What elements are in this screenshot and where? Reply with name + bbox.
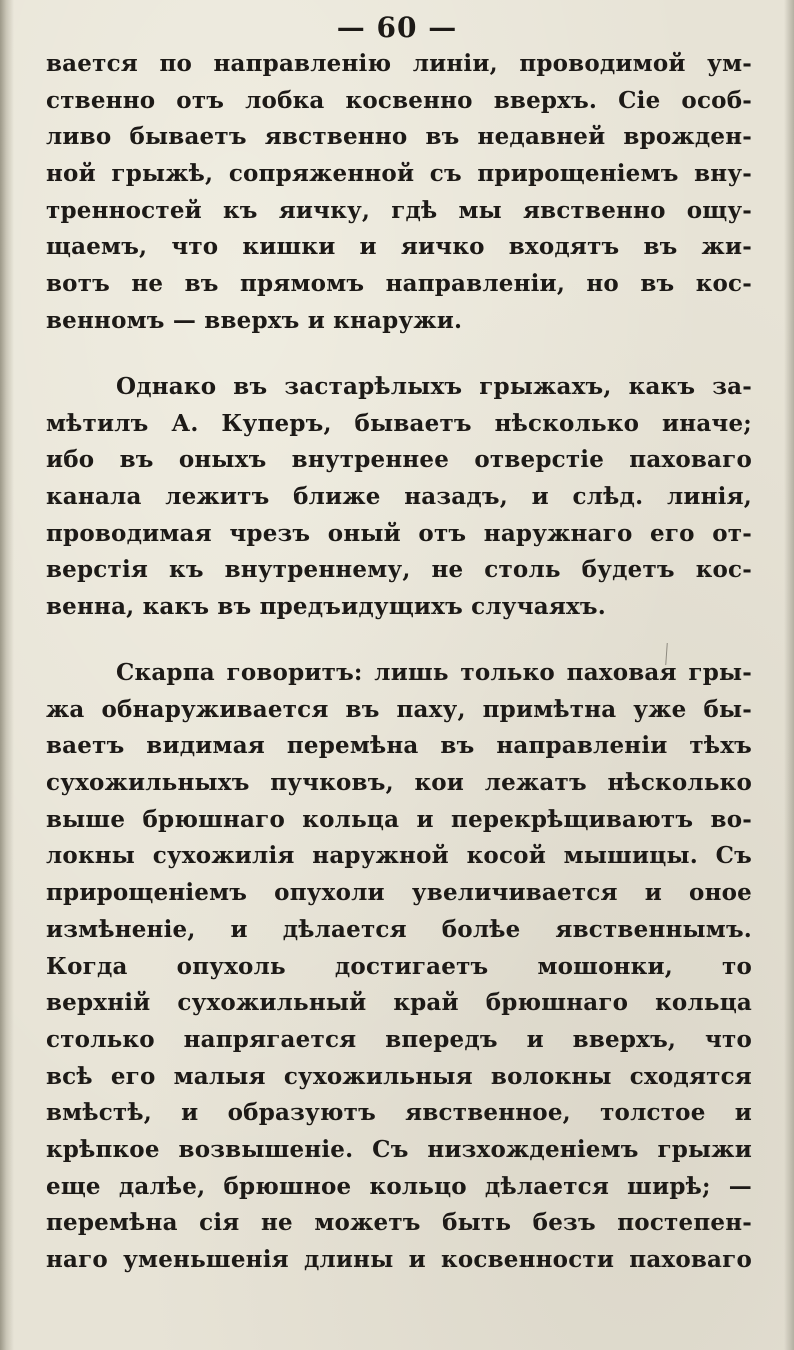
- paragraph-2: [46, 369, 752, 626]
- text-line: измѣненіе, и дѣлается болѣе явственнымъ.: [46, 915, 752, 943]
- text-line: ливо бываетъ явственно въ недавней врожден-: [46, 123, 752, 151]
- text-line: щаемъ, что кишки и яичко входятъ въ жи-: [46, 233, 752, 261]
- text-line: проводимая чрезъ оный отъ наружнаго его от-: [46, 519, 752, 547]
- text-line: крѣпкое возвышеніе. Съ низхожденіемъ грыжи: [46, 1135, 752, 1163]
- text-line: Скарпа говоритъ: лишь только паховая гры-: [116, 659, 752, 686]
- text-line: ибо въ оныхъ внутреннее отверстіе паховаго: [46, 446, 752, 474]
- text-line: верстія къ внутреннему, не столь будетъ кос-: [46, 556, 752, 584]
- text-line: столько напрягается впередъ и вверхъ, что: [46, 1025, 752, 1053]
- text-line: локны сухожилія наружной косой мышицы. Съ: [46, 842, 752, 870]
- text-line: венномъ — вверхъ и кнаружи.: [46, 306, 463, 334]
- text-line: перемѣна сія не можетъ быть безъ постепен-: [46, 1209, 752, 1237]
- text-line: вается по направленію линіи, проводимой ум-: [46, 50, 752, 77]
- page-number: — 60 —: [336, 11, 458, 44]
- text-line: сухожильныхъ пучковъ, кои лежатъ нѣсколько: [46, 769, 752, 797]
- paragraph-3: [46, 655, 752, 1279]
- text-line: жа обнаруживается въ паху, примѣтна уже бы-: [46, 695, 752, 723]
- page-right-edge-shadow: [784, 0, 794, 1350]
- text-line: верхній сухожильный край брюшнаго кольца: [46, 989, 752, 1017]
- text-line: венна, какъ въ предъидущихъ случаяхъ.: [46, 593, 606, 621]
- paragraph-1: [46, 46, 752, 340]
- text-line: ной грыжѣ, сопряженной съ прирощеніемъ вну-: [46, 160, 752, 188]
- text-line: всѣ его малыя сухожильныя волокны сходятся: [46, 1062, 752, 1090]
- text-line: выше брюшнаго кольца и перекрѣщиваютъ во-: [46, 805, 752, 833]
- text-line: еще далѣе, брюшное кольцо дѣлается ширѣ; —: [46, 1172, 752, 1200]
- text-line: Однако въ застарѣлыхъ грыжахъ, какъ за-: [116, 373, 752, 400]
- text-line: наго уменьшенія длины и косвенности паховаго: [46, 1246, 752, 1273]
- text-line: Когда опухоль достигаетъ мошонки, то: [46, 952, 752, 980]
- text-line: мѣтилъ А. Куперъ, бываетъ нѣсколько иначе;: [46, 409, 752, 437]
- text-line: ваетъ видимая перемѣна въ направленіи тѣхъ: [46, 732, 752, 760]
- text-line: ственно отъ лобка косвенно вверхъ. Сіе особ-: [46, 86, 752, 114]
- text-line: вмѣстѣ, и образуютъ явственное, толстое и: [46, 1099, 752, 1127]
- page-left-edge-shadow: [0, 0, 14, 1350]
- text-line: прирощеніемъ опухоли увеличивается и оное: [46, 879, 752, 907]
- text-line: вотъ не въ прямомъ направленіи, но въ кос-: [46, 270, 752, 298]
- text-line: канала лежитъ ближе назадъ, и слѣд. линія,: [46, 483, 752, 511]
- text-line: тренностей къ яичку, гдѣ мы явственно ощу-: [46, 196, 752, 224]
